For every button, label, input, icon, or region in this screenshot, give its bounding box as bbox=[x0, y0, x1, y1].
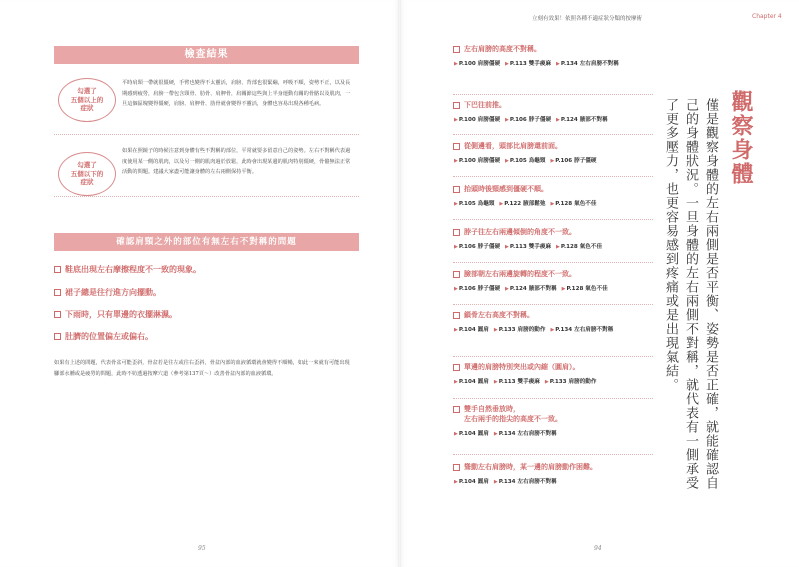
triangle-right-icon: ▶ bbox=[454, 201, 458, 207]
triangle-right-icon: ▶ bbox=[550, 201, 555, 207]
other-check-item[interactable] bbox=[54, 287, 161, 298]
divider bbox=[453, 454, 653, 455]
checkbox-icon[interactable] bbox=[453, 271, 460, 278]
badge-line: 勾選了 bbox=[77, 161, 97, 170]
checkbox-icon[interactable] bbox=[453, 364, 460, 371]
triangle-right-icon: ▶ bbox=[493, 327, 498, 333]
page-ref bbox=[494, 431, 557, 437]
triangle-right-icon: ▶ bbox=[550, 327, 555, 333]
ref-text: P.128 氣色不佳 bbox=[555, 201, 597, 207]
result-badge-under-five bbox=[58, 152, 116, 196]
page-ref bbox=[454, 201, 494, 207]
triangle-right-icon: ▶ bbox=[505, 158, 509, 164]
checklist-entry[interactable] bbox=[453, 462, 653, 488]
section-title-vertical: 觀察身體 bbox=[728, 90, 754, 186]
triangle-right-icon: ▶ bbox=[454, 379, 458, 385]
pelvis-note: 如果有上述的問題，代表骨盆可能歪斜，骨盆若是往左或往右歪斜，骨盆內部的血液循環就會變得不順暢，如此一來就有可能出現腳部水腫或是疲勞的問題，此時不妨透過按摩穴道（參考第137頁～）改善骨盆內部的血液循環。 bbox=[54, 360, 350, 377]
ref-text: P.128 氣色不佳 bbox=[566, 286, 608, 292]
divider bbox=[453, 176, 653, 177]
page-number-left: 95 bbox=[198, 545, 206, 552]
checklist-entry[interactable] bbox=[453, 362, 653, 388]
entry-title: 左右肩膀的高度不對稱。 bbox=[464, 45, 541, 53]
divider bbox=[453, 94, 653, 95]
checkbox-icon[interactable] bbox=[453, 312, 460, 319]
checklist-entry[interactable] bbox=[453, 184, 653, 210]
page-ref bbox=[454, 379, 489, 385]
page-ref bbox=[550, 327, 613, 333]
triangle-right-icon: ▶ bbox=[454, 158, 458, 164]
ref-text: P.122 腋部鬆弛 bbox=[504, 201, 546, 207]
page-ref bbox=[550, 201, 596, 207]
ref-text: P.100 肩膀僵硬 bbox=[458, 61, 501, 67]
ref-text: P.113 雙手痠麻 bbox=[509, 61, 552, 67]
other-check-item[interactable] bbox=[54, 331, 153, 342]
checkbox-icon[interactable] bbox=[453, 143, 460, 150]
checkbox-icon[interactable] bbox=[453, 464, 460, 471]
ref-text: P.113 雙手痠麻 bbox=[498, 379, 540, 385]
entry-title: 聳動左右肩膀時，某一邊的肩膀動作困難。 bbox=[464, 463, 597, 471]
page-ref bbox=[499, 201, 545, 207]
triangle-right-icon: ▶ bbox=[493, 379, 498, 385]
ref-text: P.106 脖子僵硬 bbox=[509, 117, 552, 123]
ref-text: P.128 氣色不佳 bbox=[560, 244, 603, 250]
triangle-right-icon: ▶ bbox=[493, 431, 498, 437]
result-text-under-five: 如果在照鏡子的時候注意到身體有些不對稱的部位，平常就要多留意自己的姿勢。左右不對稱代表過度使用某一側的肌肉，以及另一側的肌肉過於放鬆，此時會出現某邊的肌肉特別僵硬，骨骼無法正常活動的問題。建議大家盡可能讓身體的左右兩側保持平衡。 bbox=[122, 148, 351, 175]
page-ref bbox=[454, 117, 500, 123]
entry-title: 雙手自然垂放時， bbox=[464, 405, 520, 413]
ref-text: P.100 肩膀僵硬 bbox=[458, 117, 501, 123]
checkbox-icon[interactable] bbox=[453, 102, 460, 109]
page-ref bbox=[454, 61, 500, 67]
page-ref bbox=[505, 158, 545, 164]
checkbox-icon[interactable] bbox=[54, 289, 61, 296]
book-gutter bbox=[398, 0, 401, 567]
checklist-entry[interactable] bbox=[453, 227, 653, 253]
ref-text: P.133 肩膀的動作 bbox=[549, 379, 597, 385]
checkbox-icon[interactable] bbox=[54, 266, 61, 273]
entry-title: 鎖骨左右高度不對稱。 bbox=[464, 311, 534, 319]
divider bbox=[453, 304, 653, 305]
divider bbox=[453, 398, 653, 399]
result-text-five-plus: 平時肩頸一帶就很僵硬，手臂也變得不太靈活，肩膀、背部也很緊繃，呼吸不順，姿勢不正，以及長期感到疲勞，肩膀一帶包含頸骨、肋骨、肩胛骨，肩關節這些與上半身運動有關的骨骼以及肌肉，一旦這個區塊變得僵硬，肩膀、肩胛骨、肋骨就會變得不靈活，身體也容易出現各種毛病。 bbox=[122, 80, 351, 107]
ref-text: P.100 肩膀僵硬 bbox=[458, 158, 501, 164]
checklist-entry[interactable] bbox=[453, 100, 653, 126]
triangle-right-icon: ▶ bbox=[550, 158, 555, 164]
divider bbox=[54, 134, 359, 135]
triangle-right-icon: ▶ bbox=[454, 431, 458, 437]
page-ref bbox=[545, 379, 597, 385]
page-ref bbox=[494, 327, 546, 333]
triangle-right-icon: ▶ bbox=[454, 286, 458, 292]
triangle-right-icon: ▶ bbox=[556, 117, 560, 123]
page-ref bbox=[494, 379, 540, 385]
check-label: 裙子總是往行進方向擺動。 bbox=[65, 288, 161, 297]
ref-text: P.134 左右肩膀不對稱 bbox=[498, 479, 557, 485]
ref-text: P.104 圓肩 bbox=[458, 479, 489, 485]
page-ref bbox=[454, 327, 489, 333]
badge-line: 勾選了 bbox=[77, 87, 97, 96]
divider bbox=[453, 134, 653, 135]
entry-title: 臉部朝左右兩邊旋轉的程度不一致。 bbox=[464, 270, 576, 278]
triangle-right-icon: ▶ bbox=[454, 61, 458, 67]
triangle-right-icon: ▶ bbox=[505, 117, 509, 123]
triangle-right-icon: ▶ bbox=[505, 61, 509, 67]
page-ref bbox=[505, 244, 551, 250]
check-label: 下雨時，只有單邊的衣擺淋濕。 bbox=[65, 310, 177, 319]
checklist-entry[interactable] bbox=[453, 269, 653, 295]
page-ref bbox=[556, 244, 602, 250]
divider bbox=[54, 196, 359, 197]
checkbox-icon[interactable] bbox=[453, 406, 460, 413]
ref-text: P.106 脖子僵硬 bbox=[458, 244, 501, 250]
page-ref bbox=[454, 244, 500, 250]
ref-text: P.105 烏龜頸 bbox=[458, 201, 495, 207]
ref-text: P.124 腋部不對稱 bbox=[509, 286, 557, 292]
badge-line: 五個以上的 bbox=[70, 95, 104, 104]
page-ref bbox=[454, 479, 489, 485]
badge-line: 症狀 bbox=[80, 178, 94, 187]
triangle-right-icon: ▶ bbox=[505, 286, 509, 292]
ref-text: P.134 左右肩膀不對稱 bbox=[498, 431, 557, 437]
page-ref bbox=[562, 286, 608, 292]
page-ref bbox=[550, 158, 596, 164]
triangle-right-icon: ▶ bbox=[454, 244, 458, 250]
entry-title: 抬頭時後頸感到僵硬不順。 bbox=[464, 185, 548, 193]
checkbox-icon[interactable] bbox=[54, 311, 61, 318]
entry-title: 單邊的肩膀特別突出或內縮（圓肩）。 bbox=[464, 363, 580, 371]
page-ref bbox=[454, 431, 489, 437]
checkbox-icon[interactable] bbox=[453, 229, 460, 236]
checkbox-icon[interactable] bbox=[453, 46, 460, 53]
result-badge-five-plus bbox=[58, 78, 116, 122]
running-header-title: 立刻有效果！依照各種不適症狀分類的按摩術 bbox=[532, 16, 643, 22]
ref-text: P.104 圓肩 bbox=[458, 379, 489, 385]
ref-text: P.106 脖子僵硬 bbox=[458, 286, 501, 292]
triangle-right-icon: ▶ bbox=[561, 286, 566, 292]
ref-text: P.134 左右肩膀不對稱 bbox=[555, 327, 614, 333]
running-header-chapter: Chapter 4 bbox=[752, 13, 782, 20]
page-ref bbox=[505, 61, 551, 67]
entry-title: 脖子往左右兩邊傾倒的角度不一致。 bbox=[464, 228, 576, 236]
divider bbox=[453, 262, 653, 263]
entry-title: 左右兩手的指尖的高度不一致。 bbox=[464, 415, 562, 423]
page-ref bbox=[505, 117, 551, 123]
triangle-right-icon: ▶ bbox=[454, 117, 458, 123]
checklist-entry[interactable] bbox=[453, 404, 653, 440]
entry-title: 從側邊看，頭部比肩膀還前面。 bbox=[464, 142, 562, 150]
badge-line: 症狀 bbox=[80, 104, 94, 113]
divider bbox=[453, 219, 653, 220]
checklist-entry[interactable] bbox=[453, 310, 653, 336]
checkbox-icon[interactable] bbox=[453, 186, 460, 193]
triangle-right-icon: ▶ bbox=[544, 379, 549, 385]
ref-text: P.124 腋部不對稱 bbox=[560, 117, 608, 123]
ref-text: P.134 左右肩膀不對稱 bbox=[560, 61, 619, 67]
page-ref bbox=[494, 479, 557, 485]
page-ref bbox=[556, 61, 619, 67]
check-label: 肚臍的位置偏左或偏右。 bbox=[65, 332, 153, 341]
ref-text: P.104 圓肩 bbox=[458, 431, 489, 437]
ref-text: P.104 圓肩 bbox=[458, 327, 489, 333]
badge-line: 五個以下的 bbox=[70, 169, 104, 178]
divider bbox=[453, 356, 653, 357]
triangle-right-icon: ▶ bbox=[499, 201, 504, 207]
other-check-item[interactable] bbox=[54, 264, 201, 275]
page-ref bbox=[454, 158, 500, 164]
triangle-right-icon: ▶ bbox=[493, 479, 498, 485]
result-header: 檢查結果 bbox=[54, 46, 359, 64]
ref-text: P.106 脖子僵硬 bbox=[555, 158, 597, 164]
triangle-right-icon: ▶ bbox=[505, 244, 509, 250]
page-ref bbox=[556, 117, 608, 123]
page-ref bbox=[505, 286, 557, 292]
checklist-entry[interactable] bbox=[453, 44, 653, 70]
triangle-right-icon: ▶ bbox=[454, 479, 458, 485]
section-body-vertical: 僅是觀察身體的左右兩側是否平衡、姿勢是否正確，就能確認自己的身體狀況。一旦身體的左右兩側不對稱，就代表有一側承受了更多壓力，也更容易感到疼痛或是出現氣結。 bbox=[663, 98, 718, 490]
triangle-right-icon: ▶ bbox=[556, 61, 560, 67]
checkbox-icon[interactable] bbox=[54, 333, 61, 340]
ref-text: P.133 肩膀的動作 bbox=[498, 327, 546, 333]
ref-text: P.113 雙手痠麻 bbox=[509, 244, 552, 250]
check-label: 鞋底出現左右摩擦程度不一致的現象。 bbox=[65, 265, 201, 274]
other-check-item[interactable] bbox=[54, 309, 177, 320]
page-ref bbox=[454, 286, 500, 292]
page-number-right: 94 bbox=[594, 545, 602, 552]
triangle-right-icon: ▶ bbox=[454, 327, 458, 333]
entry-title: 下巴往前推。 bbox=[464, 101, 506, 109]
ref-text: P.105 烏龜頸 bbox=[509, 158, 546, 164]
other-checks-header: 確認肩頸之外的部位有無左右不對稱的問題 bbox=[54, 233, 359, 251]
checklist-entry[interactable] bbox=[453, 141, 653, 167]
triangle-right-icon: ▶ bbox=[556, 244, 560, 250]
